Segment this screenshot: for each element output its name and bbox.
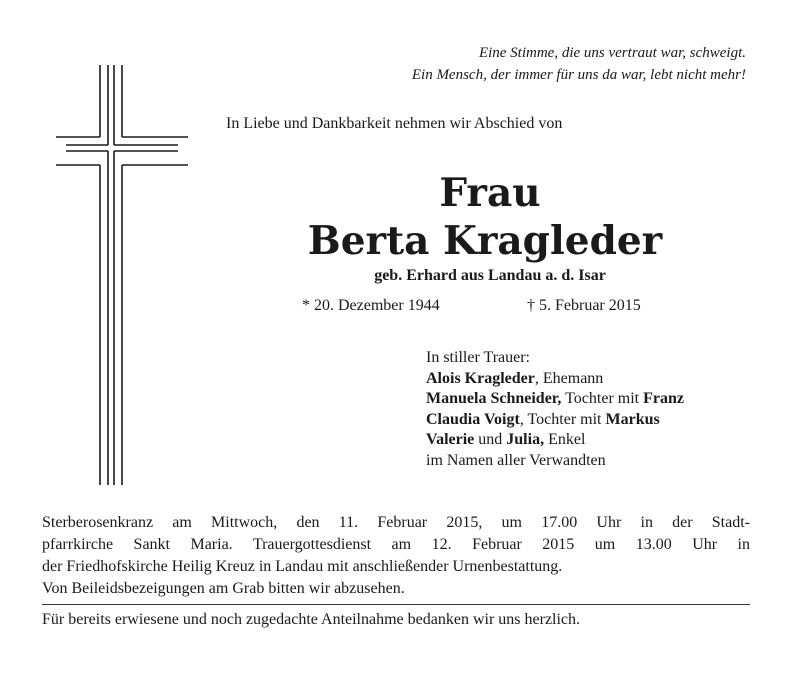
mourner-name: Valerie bbox=[426, 431, 475, 448]
service-line-4: Von Beileidsbezeigungen am Grab bitten wir abzusehen. bbox=[42, 580, 405, 597]
deceased-name: Berta Kragleder bbox=[307, 218, 663, 264]
mourner-relation: und bbox=[474, 431, 507, 448]
birth-date: * 20. Dezember 1944 bbox=[302, 297, 440, 314]
birth-info: geb. Erhard aus Landau a. d. Isar bbox=[374, 267, 606, 284]
death-date: † 5. Februar 2015 bbox=[527, 297, 641, 314]
mourner-name: Claudia Voigt bbox=[426, 410, 520, 428]
service-line-1: Sterberosenkranz am Mittwoch, den 11. Februar 2015, um 17.00 Uhr in der Stadt- bbox=[42, 514, 750, 531]
mourner-relation: Tochter mit bbox=[561, 390, 644, 407]
mourner-row bbox=[426, 410, 684, 431]
divider bbox=[42, 604, 750, 605]
cross-icon bbox=[56, 65, 188, 485]
mourner-name: Markus bbox=[605, 410, 660, 428]
thanks-text: Für bereits erwiesene und noch zugedachte Anteilnahme bedanken wir uns herzlich. bbox=[42, 611, 581, 628]
service-line-3: der Friedhofskirche Heilig Kreuz in Landau mit anschließender Urnenbestattung. bbox=[42, 558, 563, 575]
salutation: Frau bbox=[439, 170, 541, 216]
service-info bbox=[42, 512, 750, 600]
quote-line-1: Eine Stimme, die uns vertraut war, schweigt. bbox=[478, 45, 746, 61]
mourner-row bbox=[426, 451, 684, 472]
mourner-relation: , Ehemann bbox=[534, 369, 604, 387]
mourner-row bbox=[426, 430, 684, 451]
mourner-relation: , Tochter mit bbox=[519, 410, 606, 428]
mourner-relation: Enkel bbox=[544, 431, 586, 448]
mourners-list bbox=[426, 348, 684, 471]
quote-line-2: Ein Mensch, der immer für uns da war, lebt nicht mehr! bbox=[411, 67, 746, 83]
mourner-relation: im Namen aller Verwandten bbox=[426, 451, 606, 469]
quote bbox=[412, 42, 746, 86]
mourner-name: Julia, bbox=[506, 431, 545, 448]
mourner-name: Franz bbox=[643, 390, 684, 407]
mourners-heading: In stiller Trauer: bbox=[426, 349, 530, 366]
mourner-row bbox=[426, 369, 684, 390]
mourner-row bbox=[426, 389, 684, 410]
service-line-2: pfarrkirche Sankt Maria. Trauergottesdienst am 12. Februar 2015 um 13.00 Uhr in bbox=[42, 536, 750, 553]
intro-text: In Liebe und Dankbarkeit nehmen wir Abschied von bbox=[226, 115, 563, 132]
mourner-name: Alois Kragleder bbox=[426, 369, 535, 387]
mourner-name: Manuela Schneider, bbox=[426, 390, 562, 407]
